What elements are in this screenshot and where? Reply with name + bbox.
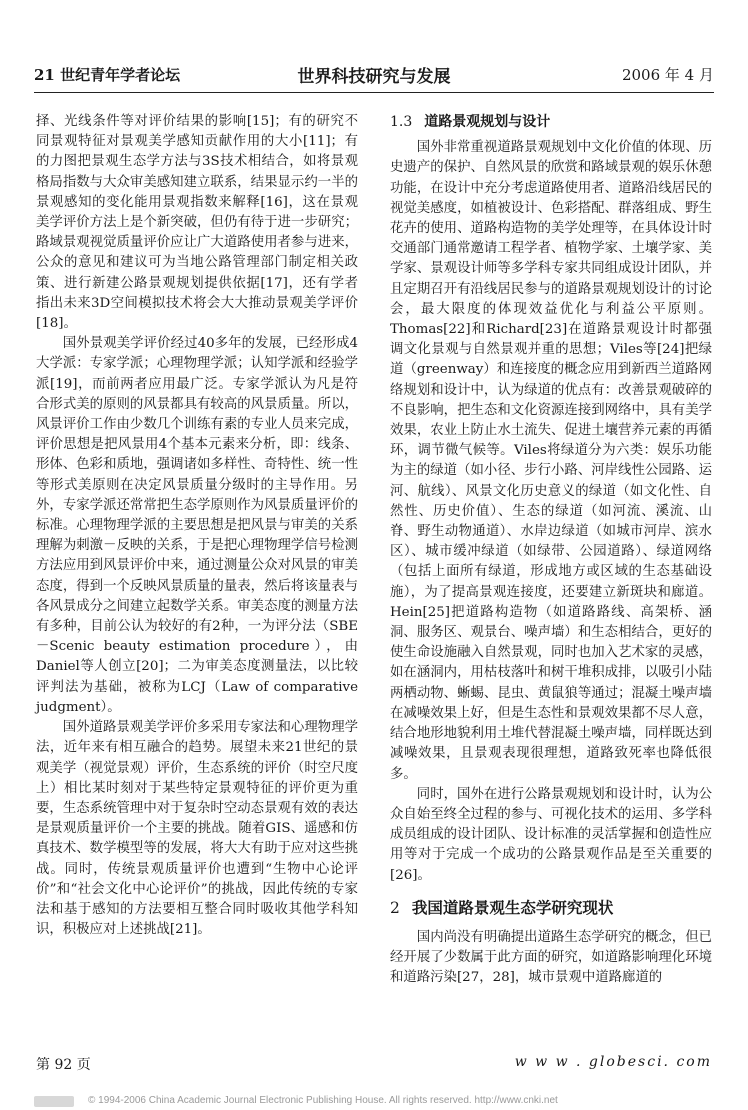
section-number: 2 <box>390 898 400 917</box>
section-title: 我国道路景观生态学研究现状 <box>411 897 614 917</box>
copyright-bar <box>0 1094 748 1110</box>
section-number: 1.3 <box>390 114 413 130</box>
section-title: 道路景观规划与设计 <box>424 114 551 130</box>
header-rule <box>34 92 714 93</box>
publisher-logo-icon <box>34 1096 74 1107</box>
body-paragraph: 择、光线条件等对评价结果的影响[15]；有的研究不同景观特征对景观美学感知贡献作用的大小[11]；有的力图把景观生态学方法与3S技术相结合，如将景观格局指数与大众审美感知建立联系，结果显示约一半的景观感知的变化能用景观指数来解释[16]，这在景观美学评价方法上是个新突破，但仍有待于进一步研究；路域景观视觉质量评价应让广大道路使用者参与进来，公众的意见和建议可为当地公路管理部门制定相关政策、进行新建公路景观规划提供依据[17]，还有学者指出未来3D空间模拟技术将会大大推动景观美学评价[18]。 <box>36 114 358 332</box>
copyright-text: © 1994-2006 China Academic Journal Electronic Publishing House. All rights reserved. http://www.cnki.net <box>88 1095 558 1106</box>
journal-url: w w w . globesci. com <box>514 1054 712 1070</box>
body-paragraph: 国外景观美学评价经过40多年的发展，已经形成4大学派：专家学派；心理物理学派；认知学派和经验学派[19]，而前两者应用最广泛。专家学派认为凡是符合形式美的原则的风景都具有较高的风景质量。所以，风景评价工作由少数几个训练有素的专业人员来完成，评价思想是把风景用4个基本元素来分析，即：线条、形体、色彩和质地，强调诸如多样性、奇特性、统一性等形式美原则在决定风景质量分级时的主导作用。另外，专家学派还常常把生态学原则作为风景质量评价的标准。心理物理学派的主要思想是把风景与审美的关系理解为刺激－反映的关系，于是把心理物理学信号检测方法应用到风景评价中来，通过测量公众对风景的审美态度，得到一个反映风景质量的量表，然后将该量表与各风景成分之间建立起数学关系。审美态度的测量方法有多种，目前公认为较好的有2种，一为评分法（SBE－Scenic beauty estimation procedure），由Daniel等人创立[20]；二为审美态度测量法，以比较评判法为基础，被称为LCJ（Law of comparative judgment）。 <box>36 336 358 715</box>
body-paragraph: 国外非常重视道路景观规划中文化价值的体现、历史遗产的保护、自然风景的欣赏和路域景观的娱乐休憩功能，在设计中充分考虑道路使用者、道路沿线居民的视觉美感度，如植被设计、色彩搭配、群落组成、野生花卉的使用、道路构造物的美学处理等，在具体设计时交通部门通常邀请工程学者、植物学家、土壤学家、美学家、景观设计师等多学科专家共同组成设计团队，并且定期召开有沿线居民参与的道路景观规划设计的讨论会，最大限度的体现效益优化与利益公平原则。Thomas[22]和Richard[23]在道路景观设计时都强调文化景观与自然景观并重的思想；Viles等[24]把绿道（greenway）和连接度的概念应用到新西兰道路网络规划和设计中，认为绿道的优点有：改善景观破碎的不良影响，把生态和文化资源连接到网络中，具有美学效果，农业上防止水土流失、促进土壤营养元素的再循环，调节微气候等。Viles将绿道分为六类：娱乐功能为主的绿道（如小径、步行小路、河岸线性公园路、运河、航线）、风景文化历史意义的绿道（如文化性、自然性、历史价值）、生态的绿道（如河流、溪流、山脊、野生动物通道）、水岸边绿道（如城市河岸、滨水区）、城市缓冲绿道（如绿带、公园道路）、绿道网络（包括上面所有绿道，形成地方或区域的生态基础设施），为了提高景观连接度，还要建立新斑块和廊道。Hein[25]把道路构造物（如道路路线、高架桥、涵洞、服务区、观景台、噪声墙）和生态相结合，更好的使生命设施融入自然景观，同时也加入艺术家的灵感，如在涵洞内，用枯枝落叶和树干堆积成排，以吸引小陆两栖动物、蜥蜴、昆虫、黄鼠狼等通过；混凝土噪声墙在减噪效果上好，但是生态性和景观效果都不尽人意，结合地形地貌利用土堆代替混凝土噪声墙，同样既达到减噪效果，且景观表现很理想，道路致死率也降低很多。 <box>390 140 712 782</box>
header-journal-title: 世界科技研究与发展 <box>297 67 451 87</box>
running-header <box>34 64 714 90</box>
body-paragraph: 国外道路景观美学评价多采用专家法和心理物理学法，近年来有相互融合的趋势。展望未来21世纪的景观美学（视觉景观）评价，生态系统的评价（时空尺度上）相比某时刻对于某些特定景观特征的评价更为重要，生态系统管理中对于复杂时空动态景观有效的表达是景观质量评价一个主要的挑战。随着GIS、遥感和仿真技术、数学模型等的发展，将大大有助于应对这些挑战。同时，传统景观质量评价也遭到“生物中心论评价”和“社会文化中心论评价”的挑战，因此传统的专家法和基于感知的方法要相互整合同时吸收其他学科知识，积极应对上述挑战[21]。 <box>36 720 358 938</box>
left-column <box>36 112 358 940</box>
header-forum-name: 21 世纪青年学者论坛 <box>34 66 181 84</box>
header-issue-date: 2006 年 4 月 <box>621 66 714 84</box>
right-column <box>390 112 712 989</box>
section-heading-2 <box>390 898 712 918</box>
body-paragraph: 同时，国外在进行公路景观规划和设计时，认为公众自始至终全过程的参与、可视化技术的运用、多学科成员组成的设计团队、设计标准的灵活掌握和创造性应用等对于完成一个成功的公路景观作品是至关重要的[26]。 <box>390 786 712 883</box>
page-number: 第 92 页 <box>36 1057 91 1073</box>
body-paragraph: 国内尚没有明确提出道路生态学研究的概念，但已经开展了少数属于此方面的研究，如道路影响理化环境和道路污染[27，28]，城市景观中道路廊道的 <box>390 929 712 986</box>
section-heading-1-3 <box>390 112 712 132</box>
